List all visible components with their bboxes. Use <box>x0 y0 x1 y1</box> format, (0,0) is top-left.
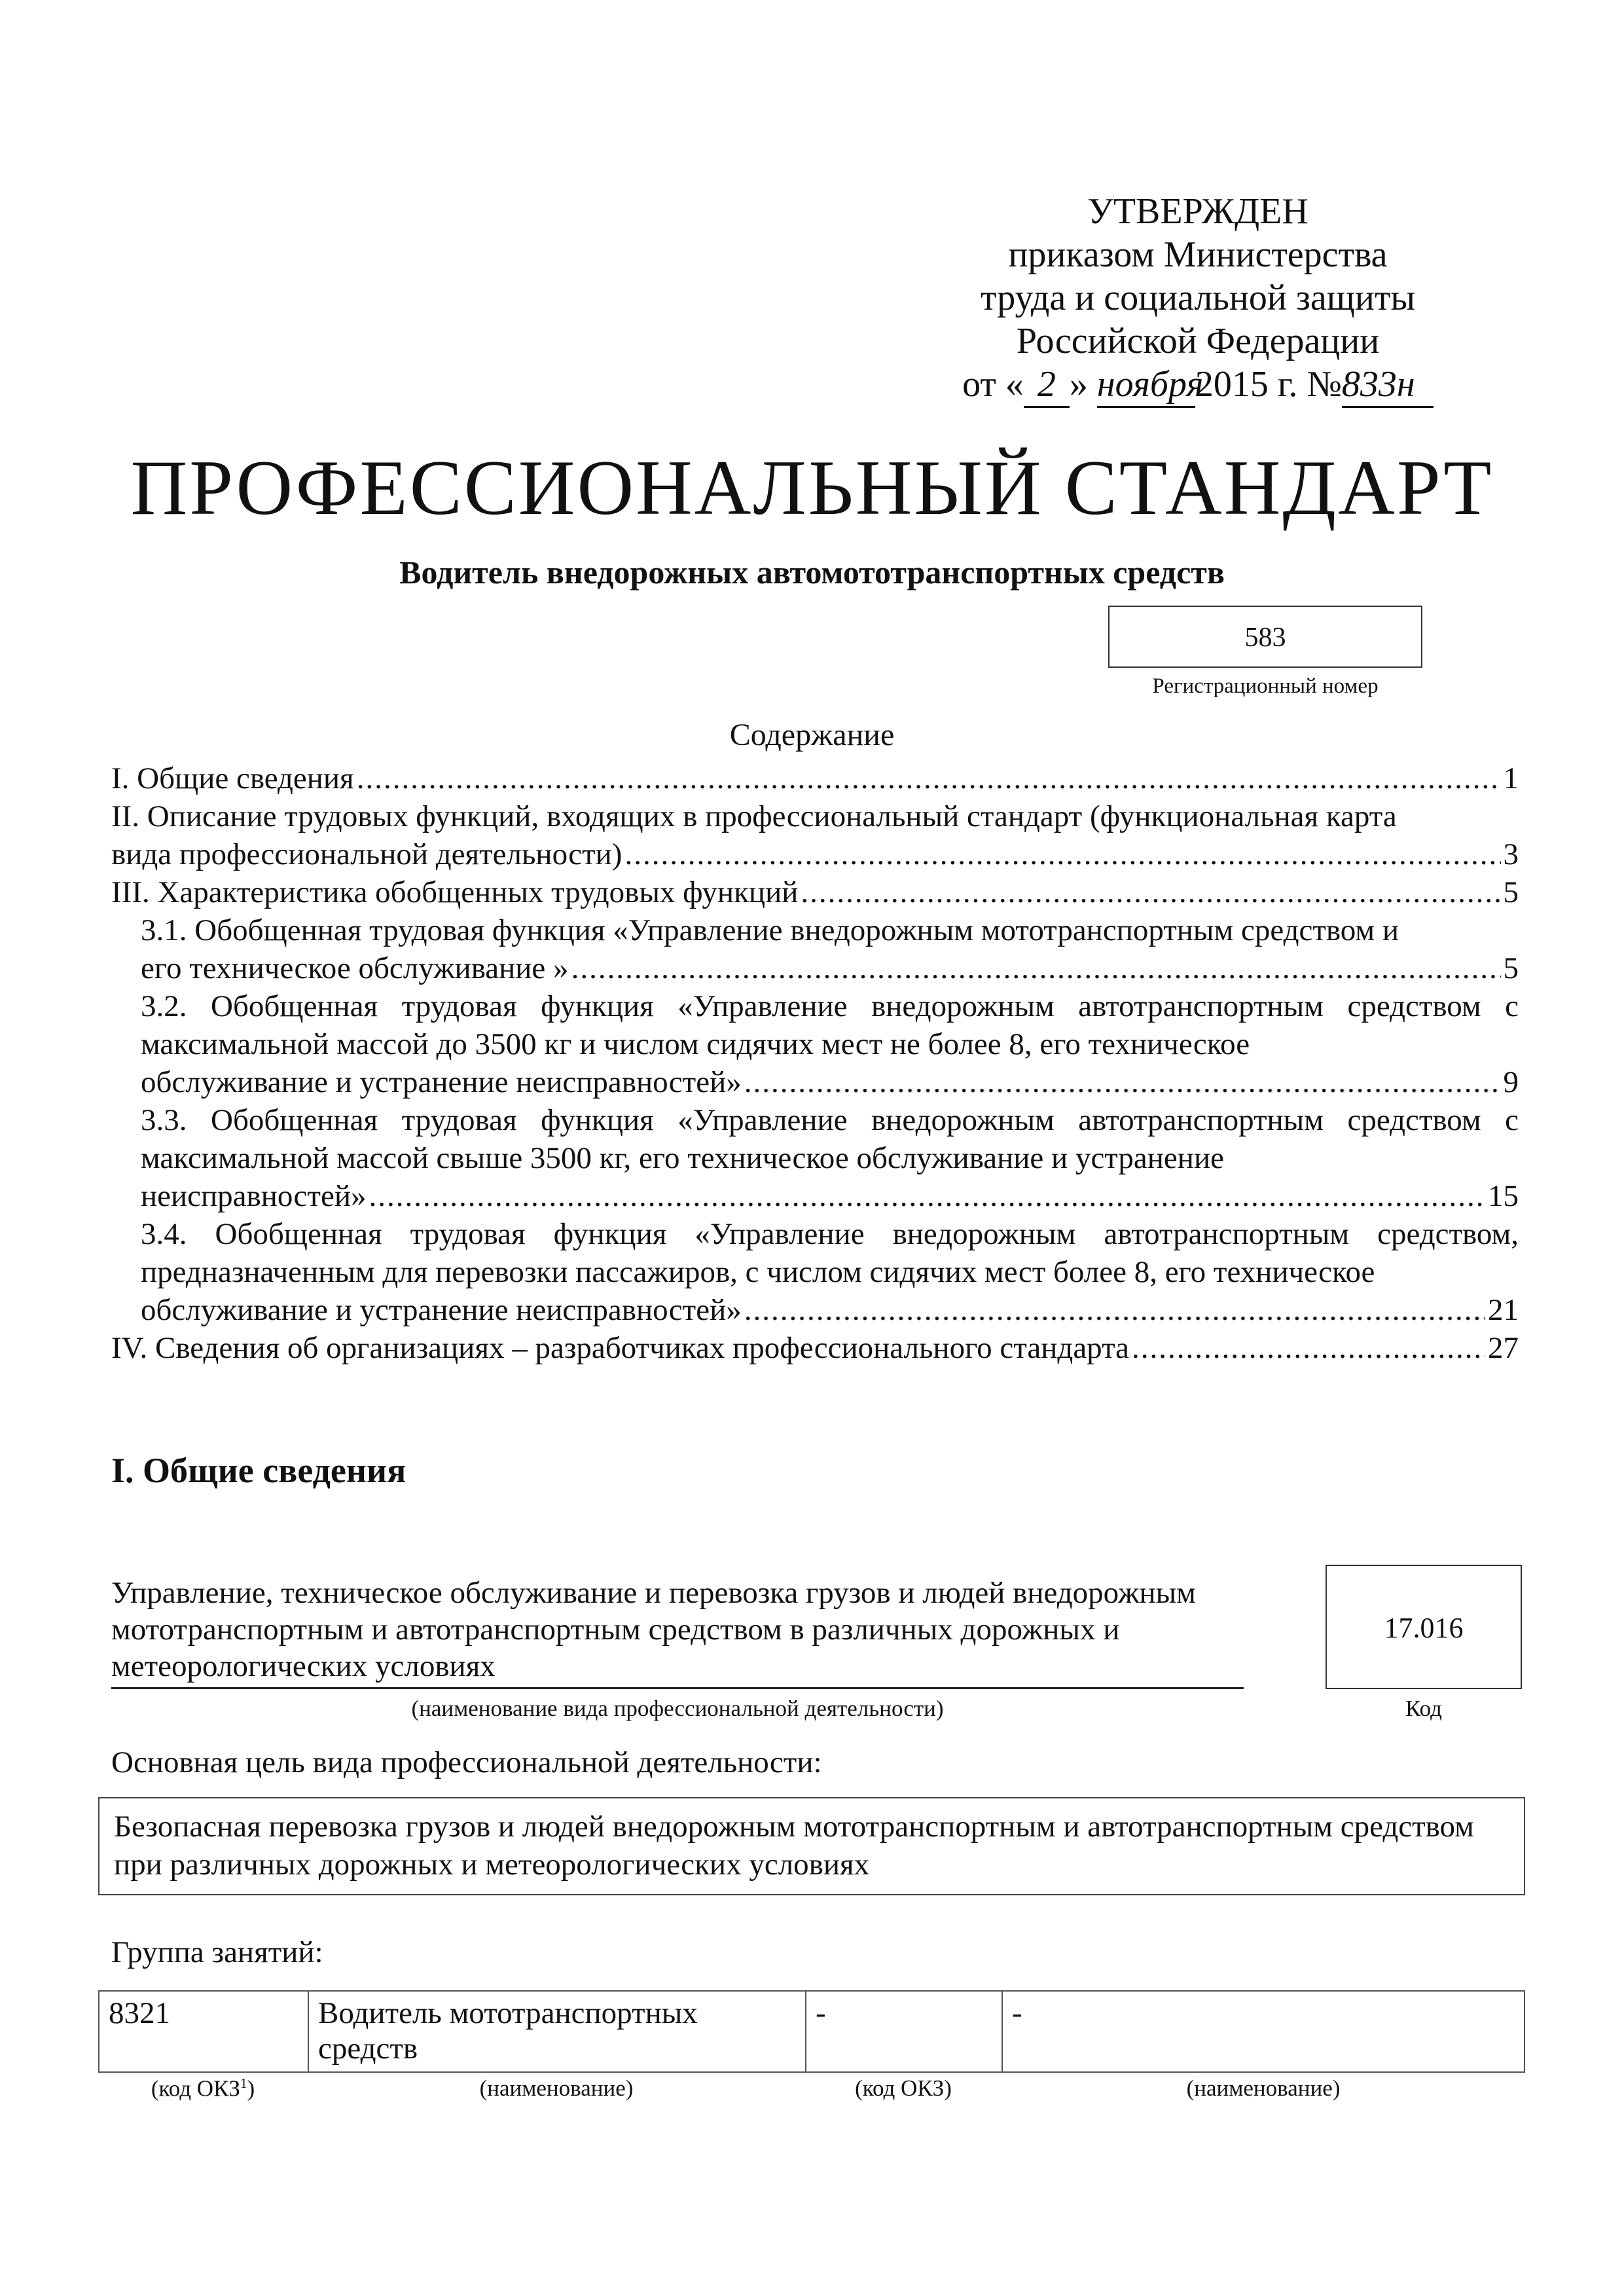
toc-page-number: 5 <box>1503 875 1519 909</box>
toc-entry[interactable] <box>111 1101 1519 1215</box>
toc-entry-text: II. Описание трудовых функций, входящих в профессиональный стандарт (функциональная карта <box>111 799 1397 833</box>
toc-leader-dots <box>801 873 1500 911</box>
toc-entry-text: обслуживание и устранение неисправностей» <box>141 1065 742 1099</box>
okz-code-cell: - <box>806 1991 1002 2072</box>
toc-leader-dots <box>357 759 1501 797</box>
table-row <box>99 1991 1525 2072</box>
goal-box: Безопасная перевозка грузов и людей внедорожным мототранспортным и автотранспортным средством при различных дорожных и метеорологических условиях <box>98 1797 1525 1895</box>
toc-leader-dots <box>571 949 1501 987</box>
footnote-marker[interactable]: 1 <box>240 2075 247 2091</box>
toc-entry[interactable] <box>111 797 1519 873</box>
document-subtitle: Водитель внедорожных автомототранспортных средств <box>399 554 1225 591</box>
approval-heading: УТВЕРЖДЕН <box>1087 191 1308 232</box>
activity-name: Управление, техническое обслуживание и перевозка грузов и людей внедорожным мототранспортным и автотранспортным средством в различных дорожных и метеорологических условиях <box>111 1575 1244 1689</box>
toc-entry[interactable] <box>111 759 1519 797</box>
activity-caption: (наименование вида профессиональной деятельности) <box>411 1696 944 1721</box>
toc-entry-text: III. Характеристика обобщенных трудовых функций <box>111 875 799 909</box>
caption-okz-code: (код ОКЗ) <box>855 2075 952 2101</box>
caption-text: (код ОКЗ <box>151 2075 240 2102</box>
toc-entry-text: 3.3. Обобщенная трудовая функция «Управление внедорожным автотранспортным средством с максимальной массой свыше 3500 кг, его техническое обслуживание и устранение <box>141 1103 1519 1175</box>
approval-line: приказом Министерства <box>1008 234 1388 275</box>
toc-entry-text: обслуживание и устранение неисправностей» <box>141 1293 742 1327</box>
toc-entry-text: 3.4. Обобщенная трудовая функция «Управление внедорожным автотранспортным средством, предназначенным для перевозки пассажиров, с числом сидячих мест более 8, его техническое <box>141 1217 1519 1289</box>
toc-entry-text: I. Общие сведения <box>111 761 354 795</box>
toc-leader-dots <box>744 1291 1485 1329</box>
toc-entry[interactable] <box>111 911 1519 987</box>
toc-leader-dots <box>744 1063 1501 1101</box>
approval-block <box>903 190 1492 408</box>
toc-page-number: 21 <box>1488 1293 1519 1327</box>
date-quote-close: » <box>1069 364 1088 405</box>
toc-entry[interactable] <box>111 1329 1519 1367</box>
caption-name: (наименование) <box>479 2075 634 2101</box>
document-title: ПРОФЕССИОНАЛЬНЫЙ СТАНДАРТ <box>130 444 1494 531</box>
table-of-contents <box>111 759 1519 1367</box>
toc-entry-text: его техническое обслуживание » <box>141 951 569 985</box>
toc-leader-dots <box>624 835 1500 873</box>
occupation-group-label: Группа занятий: <box>111 1935 323 1969</box>
activity-code-box: 17.016 <box>1326 1565 1522 1689</box>
date-prefix: от « <box>962 364 1024 405</box>
approval-line: труда и социальной защиты <box>981 278 1415 318</box>
registration-number-label: Регистрационный номер <box>1152 674 1379 698</box>
caption-okz-code <box>98 2075 308 2102</box>
code-caption: Код <box>1405 1696 1442 1721</box>
date-year: 2015 г. № <box>1195 364 1342 405</box>
approval-line: Российской Федерации <box>1016 321 1380 361</box>
toc-page-number: 15 <box>1488 1179 1519 1213</box>
occupation-name-cell: - <box>1002 1991 1525 2072</box>
toc-entry[interactable] <box>111 987 1519 1101</box>
handwritten-order-number: 833н <box>1342 363 1434 408</box>
goal-label: Основная цель вида профессиональной деятельности: <box>111 1745 822 1779</box>
toc-entry[interactable] <box>111 873 1519 911</box>
toc-page-number: 5 <box>1503 951 1519 985</box>
registration-number-box: 583 <box>1108 606 1422 668</box>
toc-heading: Содержание <box>729 718 895 752</box>
toc-leader-dots <box>369 1177 1485 1215</box>
handwritten-month: ноября <box>1097 363 1195 408</box>
approval-date-line <box>903 363 1492 408</box>
toc-entry-text: 3.2. Обобщенная трудовая функция «Управление внедорожным автотранспортным средством с максимальной массой до 3500 кг и числом сидячих мест не более 8, его техническое <box>141 989 1519 1061</box>
toc-page-number: 27 <box>1488 1331 1519 1365</box>
caption-name: (наименование) <box>1186 2075 1341 2101</box>
toc-entry[interactable] <box>111 1215 1519 1329</box>
occupation-group-table <box>98 1990 1525 2073</box>
toc-page-number: 1 <box>1503 761 1519 795</box>
caption-text: ) <box>247 2075 255 2102</box>
occupation-name-cell: Водитель мототранспортных средств <box>308 1991 806 2072</box>
toc-entry-text: неисправностей» <box>141 1179 367 1213</box>
toc-page-number: 9 <box>1503 1065 1519 1099</box>
handwritten-day: 2 <box>1024 363 1070 408</box>
toc-page-number: 3 <box>1503 837 1519 871</box>
toc-leader-dots <box>1132 1329 1485 1367</box>
toc-entry-text: вида профессиональной деятельности) <box>111 837 623 871</box>
okz-code-cell: 8321 <box>99 1991 308 2072</box>
toc-entry-text: IV. Сведения об организациях – разработчиках профессионального стандарта <box>111 1331 1130 1365</box>
section-heading: I. Общие сведения <box>111 1451 406 1490</box>
toc-entry-text: 3.1. Обобщенная трудовая функция «Управление внедорожным мототранспортным средством и <box>141 913 1399 947</box>
